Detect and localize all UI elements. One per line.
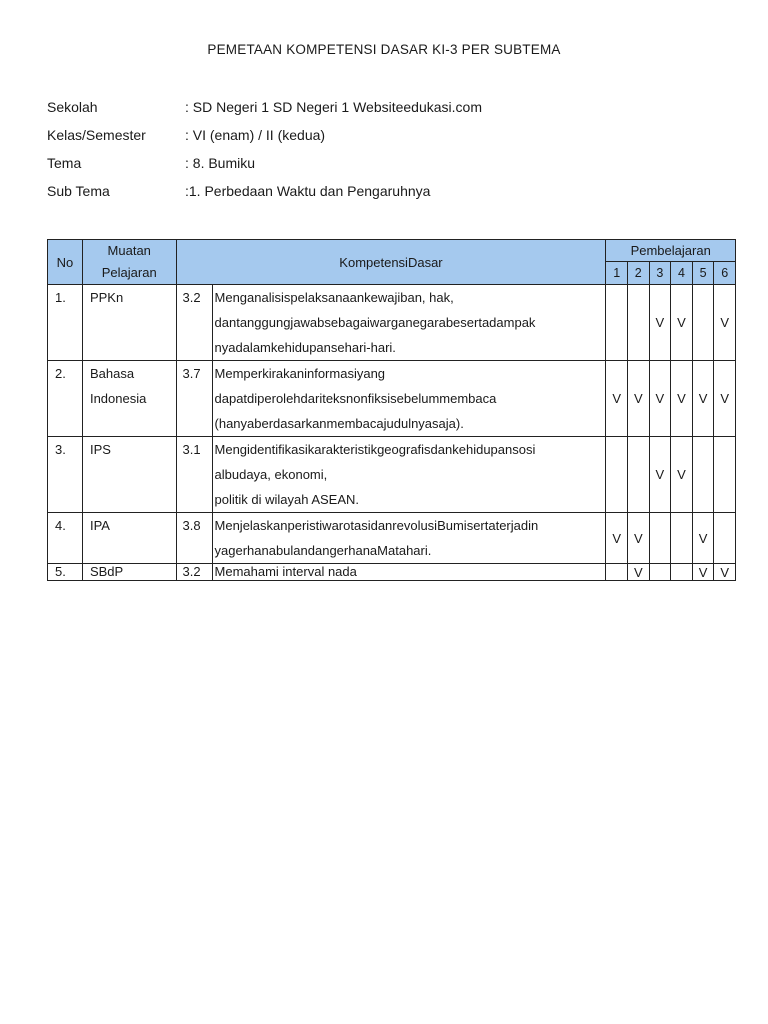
table-row — [48, 361, 736, 437]
row-number: 1. — [48, 285, 83, 361]
document-title: PEMETAAN KOMPETENSI DASAR KI-3 PER SUBTEMA — [207, 42, 561, 57]
row-kd-number: 3.7 — [176, 361, 212, 437]
check-cell: V — [627, 513, 649, 564]
check-cell: V — [671, 437, 693, 513]
check-cell: V — [627, 361, 649, 437]
header-lesson-4: 4 — [671, 261, 693, 284]
meta-value: : 8. Bumiku — [185, 155, 256, 171]
check-cell: V — [714, 564, 736, 581]
table-row — [48, 513, 736, 564]
check-cell: V — [606, 513, 628, 564]
check-cell — [649, 513, 671, 564]
row-muatan — [82, 437, 176, 513]
row-kd-text — [212, 437, 606, 513]
check-cell: V — [606, 361, 628, 437]
meta-label: Sub Tema — [47, 183, 110, 199]
muatan-line: PPKn — [89, 290, 124, 305]
row-kd-text — [212, 564, 606, 581]
header-kompetensi-dasar: KompetensiDasar — [176, 240, 606, 285]
check-cell — [714, 437, 736, 513]
header-lesson-6: 6 — [714, 261, 736, 284]
meta-label: Tema — [47, 155, 82, 171]
header-lesson-2: 2 — [627, 261, 649, 284]
kd-line: albudaya, ekonomi, — [214, 467, 328, 482]
row-number: 3. — [48, 437, 83, 513]
check-cell — [649, 564, 671, 581]
check-cell — [606, 285, 628, 361]
muatan-line: Bahasa — [89, 366, 135, 381]
check-cell: V — [692, 513, 714, 564]
check-cell — [606, 564, 628, 581]
kd-line: Memahami interval nada — [214, 564, 357, 579]
row-number: 5. — [48, 564, 83, 581]
check-cell — [671, 564, 693, 581]
check-cell — [692, 285, 714, 361]
muatan-line: Indonesia — [89, 391, 147, 406]
row-number: 4. — [48, 513, 83, 564]
kd-line: dapatdiperolehdariteksnonfiksisebelummembaca — [214, 391, 497, 406]
check-cell: V — [692, 361, 714, 437]
check-cell: V — [627, 564, 649, 581]
check-cell — [606, 437, 628, 513]
row-kd-text — [212, 361, 606, 437]
muatan-line: IPA — [89, 518, 110, 533]
header-pembelajaran: Pembelajaran — [606, 240, 736, 262]
meta-label: Kelas/Semester — [47, 127, 146, 143]
row-muatan — [82, 513, 176, 564]
row-muatan — [82, 564, 176, 581]
header-no: No — [48, 240, 83, 285]
check-cell: V — [671, 285, 693, 361]
row-kd-text — [212, 513, 606, 564]
kd-line: dantanggungjawabsebagaiwarganegarabesertadampak — [214, 315, 536, 330]
kd-line: Mengidentifikasikarakteristikgeografisdankehidupansosi — [214, 442, 536, 457]
identity-block — [47, 96, 707, 208]
check-cell: V — [714, 361, 736, 437]
check-cell: V — [671, 361, 693, 437]
check-cell — [692, 437, 714, 513]
header-muatan — [82, 240, 176, 285]
kd-line: yagerhanabulandangerhanaMatahari. — [214, 543, 432, 558]
row-number: 2. — [48, 361, 83, 437]
kd-line: Memperkirakaninformasiyang — [214, 366, 386, 381]
meta-row-subtema — [47, 180, 707, 208]
check-cell — [627, 437, 649, 513]
row-kd-text — [212, 285, 606, 361]
check-cell: V — [649, 437, 671, 513]
meta-row-tema — [47, 152, 707, 180]
meta-value: : SD Negeri 1 SD Negeri 1 Websiteedukasi.com — [185, 99, 482, 115]
row-muatan — [82, 285, 176, 361]
kd-line: (hanyaberdasarkanmembacajudulnyasaja). — [214, 416, 464, 431]
muatan-line: IPS — [89, 442, 111, 457]
kd-line: nyadalamkehidupansehari-hari. — [214, 340, 396, 355]
meta-label: Sekolah — [47, 99, 98, 115]
meta-value: : VI (enam) / II (kedua) — [185, 127, 326, 143]
header-lesson-3: 3 — [649, 261, 671, 284]
kd-line: politik di wilayah ASEAN. — [214, 492, 360, 507]
row-muatan — [82, 361, 176, 437]
kd-line: Menganalisispelaksanaankewajiban, hak, — [214, 290, 454, 305]
check-cell: V — [714, 285, 736, 361]
muatan-line: SBdP — [89, 564, 124, 579]
meta-row-kelas — [47, 124, 707, 152]
table-row — [48, 564, 736, 581]
header-lesson-5: 5 — [692, 261, 714, 284]
row-kd-number: 3.2 — [176, 564, 212, 581]
check-cell: V — [649, 361, 671, 437]
meta-row-sekolah — [47, 96, 707, 124]
check-cell — [714, 513, 736, 564]
row-kd-number: 3.8 — [176, 513, 212, 564]
row-kd-number: 3.1 — [176, 437, 212, 513]
competency-table — [47, 239, 736, 581]
check-cell — [671, 513, 693, 564]
row-kd-number: 3.2 — [176, 285, 212, 361]
header-muatan-line2: Pelajaran — [101, 265, 157, 280]
table-row — [48, 285, 736, 361]
check-cell: V — [692, 564, 714, 581]
check-cell: V — [649, 285, 671, 361]
header-lesson-1: 1 — [606, 261, 628, 284]
header-muatan-line1: Muatan — [107, 243, 151, 258]
kd-line: MenjelaskanperistiwarotasidanrevolusiBumisertaterjadin — [214, 518, 539, 533]
check-cell — [627, 285, 649, 361]
meta-value: :1. Perbedaan Waktu dan Pengaruhnya — [185, 183, 431, 199]
table-row — [48, 437, 736, 513]
